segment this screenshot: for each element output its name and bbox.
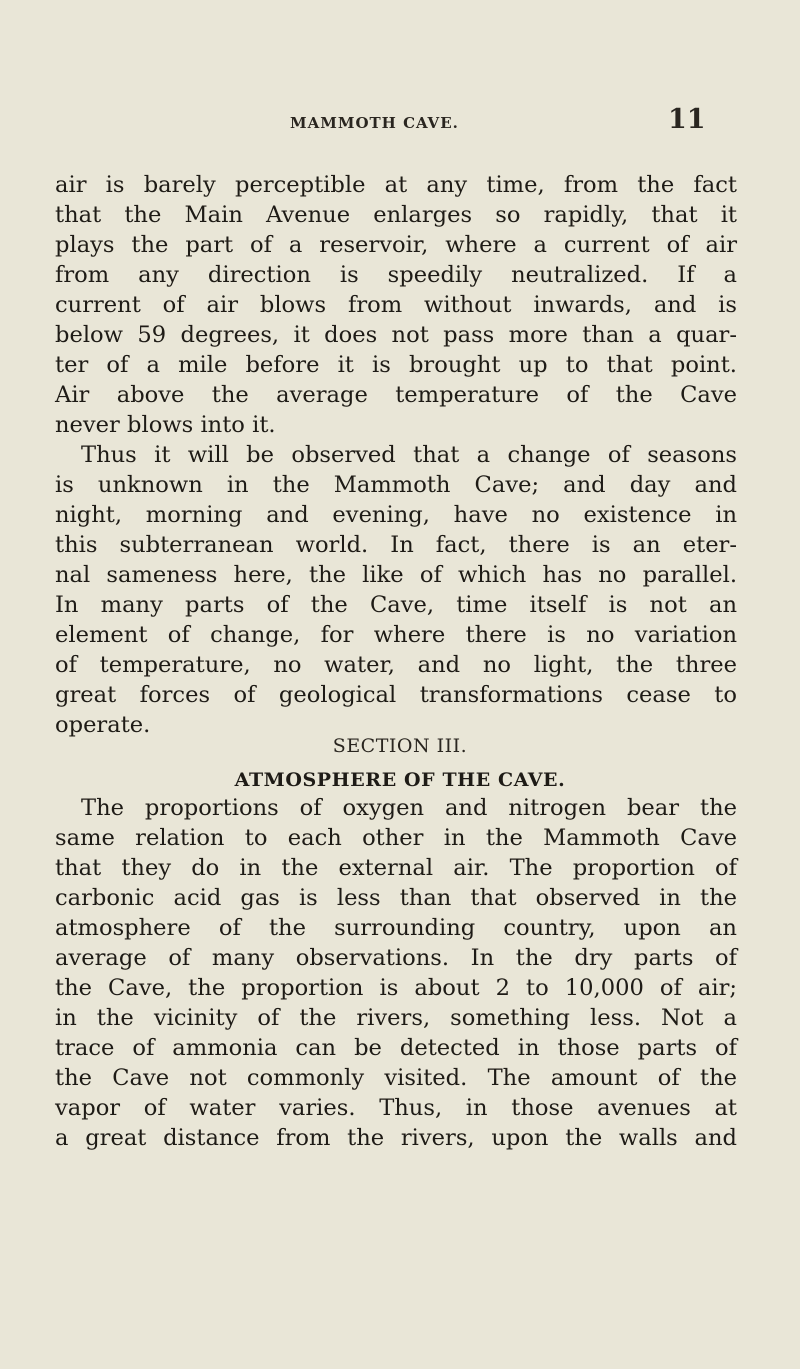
text-line: below 59 degrees, it does not pass more than a quar- — [55, 322, 737, 348]
text-line: atmosphere of the surrounding country, upon an — [55, 915, 737, 941]
text-line: vapor of water varies. Thus, in those avenues at — [55, 1095, 737, 1121]
text-line: that they do in the external air. The proportion of — [55, 855, 737, 881]
text-line: In many parts of the Cave, time itself is not an — [55, 592, 737, 618]
text-line: night, morning and evening, have no existence in — [55, 502, 737, 528]
text-line: carbonic acid gas is less than that observed in the — [55, 885, 737, 911]
section-title: ATMOSPHERE OF THE CAVE. — [234, 769, 566, 791]
text-line: average of many observations. In the dry parts of — [55, 945, 737, 971]
text-line: trace of ammonia can be detected in those parts of — [55, 1035, 737, 1061]
text-line: this subterranean world. In fact, there is an eter- — [55, 532, 737, 558]
text-block-lower — [55, 793, 737, 1153]
page-number: 11 — [668, 104, 706, 135]
text-line: is unknown in the Mammoth Cave; and day and — [55, 472, 737, 498]
text-line: from any direction is speedily neutralized. If a — [55, 262, 737, 288]
text-line: nal sameness here, the like of which has no parallel. — [55, 562, 737, 588]
text-line: never blows into it. — [55, 412, 276, 438]
text-line: element of change, for where there is no variation — [55, 622, 737, 648]
text-line: Air above the average temperature of the Cave — [55, 382, 737, 408]
text-line: great forces of geological transformations cease to — [55, 682, 737, 708]
text-line: plays the part of a reservoir, where a current of air — [55, 232, 737, 258]
text-line: ter of a mile before it is brought up to that point. — [55, 352, 737, 378]
text-line: air is barely perceptible at any time, from the fact — [55, 172, 737, 198]
text-line: a great distance from the rivers, upon the walls and — [55, 1125, 737, 1151]
text-line: that the Main Avenue enlarges so rapidly, that it — [55, 202, 737, 228]
text-line: same relation to each other in the Mammoth Cave — [55, 825, 737, 851]
text-line: operate. — [55, 712, 151, 738]
text-line: The proportions of oxygen and nitrogen bear the — [81, 795, 737, 821]
text-block-upper — [55, 170, 737, 740]
text-line: current of air blows from without inwards, and is — [55, 292, 737, 318]
running-head: MAMMOTH CAVE. — [290, 114, 459, 132]
text-line: the Cave not commonly visited. The amount of the — [55, 1065, 737, 1091]
text-line: Thus it will be observed that a change of seasons — [81, 442, 737, 468]
text-line: of temperature, no water, and no light, the three — [55, 652, 737, 678]
section-number: SECTION III. — [332, 735, 468, 757]
text-line: in the vicinity of the rivers, something less. Not a — [55, 1005, 737, 1031]
text-line: the Cave, the proportion is about 2 to 10,000 of air; — [55, 975, 737, 1001]
